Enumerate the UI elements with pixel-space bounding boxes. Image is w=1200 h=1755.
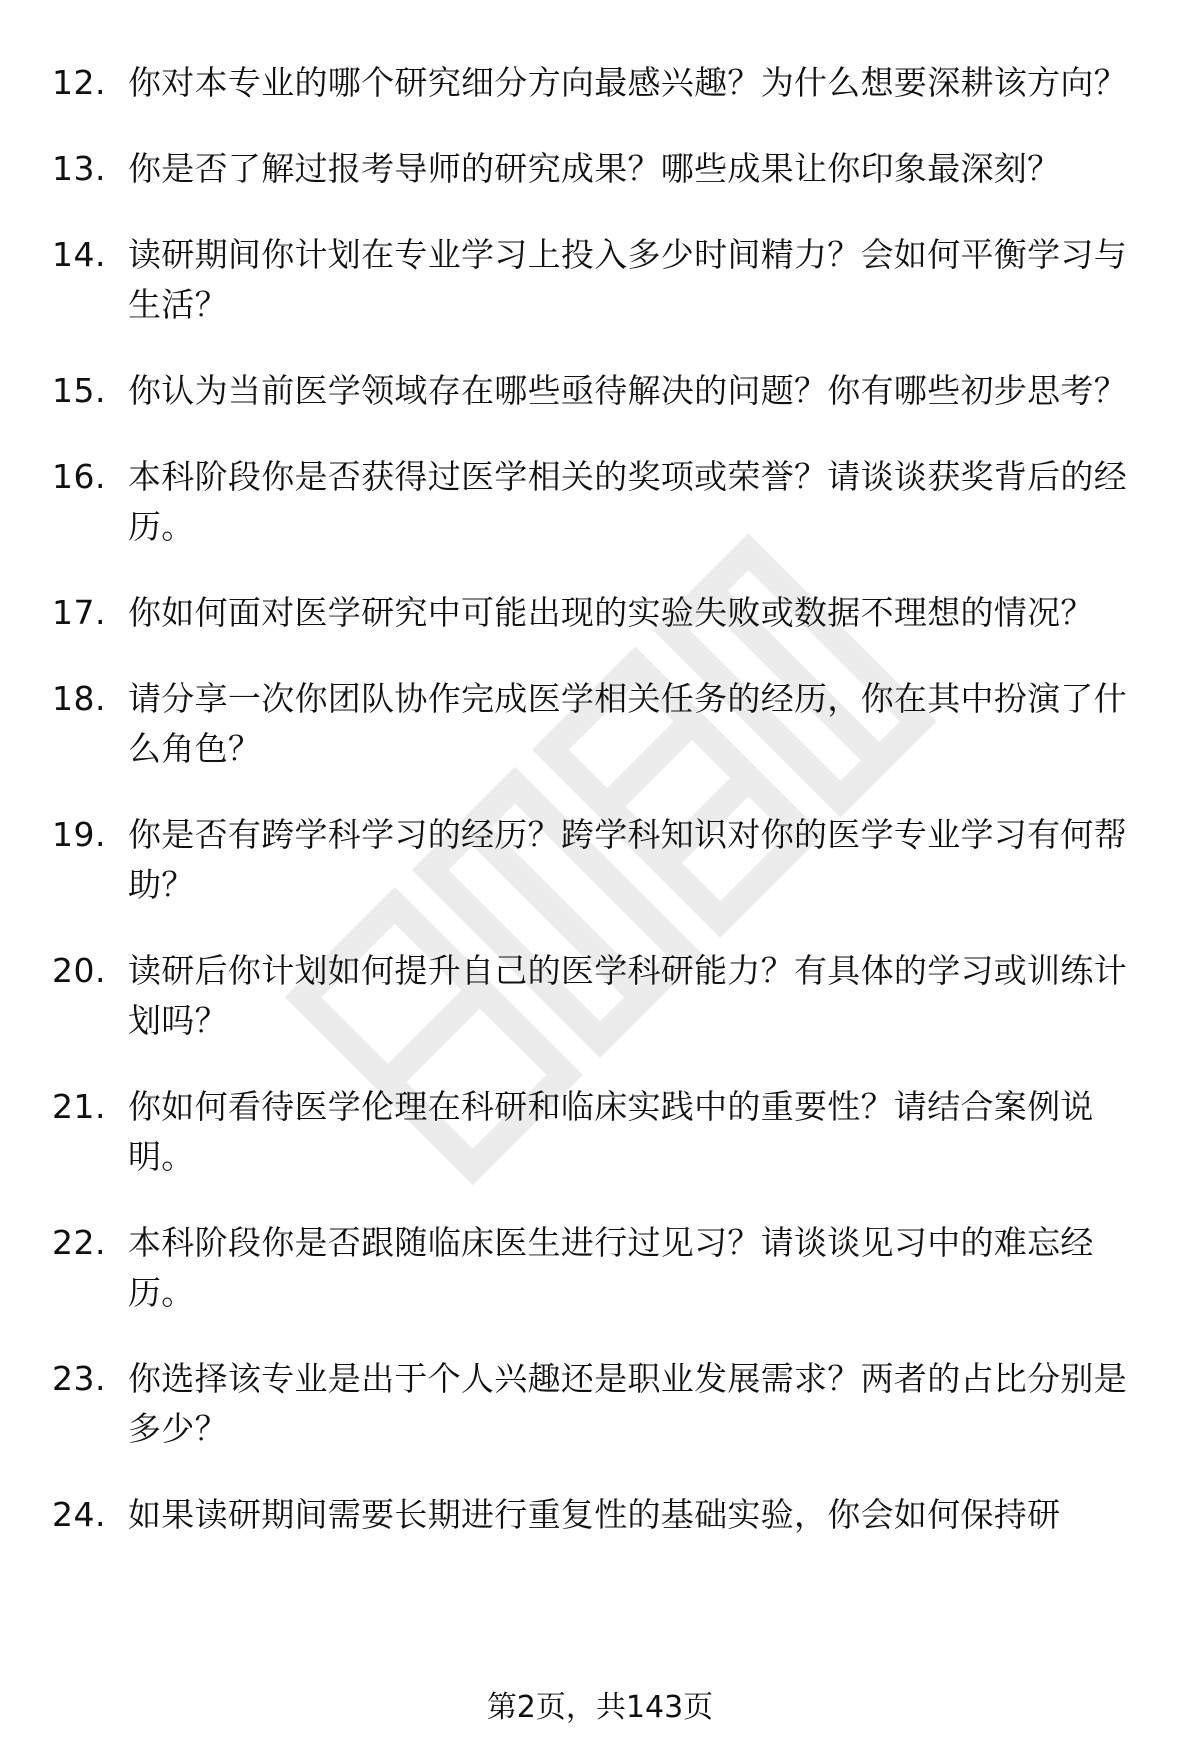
question-text: 本科阶段你是否获得过医学相关的奖项或荣誉？请谈谈获奖背后的经历。 (128, 457, 1127, 546)
question-number: 14. (52, 235, 106, 274)
question-number: 22. (52, 1223, 106, 1262)
question-number: 24. (52, 1495, 106, 1534)
question-number: 21. (52, 1087, 106, 1126)
question-item (52, 230, 1152, 330)
question-number: 16. (52, 457, 106, 496)
question-text: 如果读研期间需要长期进行重复性的基础实验，你会如何保持研 (128, 1495, 1061, 1534)
question-text: 你如何面对医学研究中可能出现的实验失败或数据不理想的情况？ (128, 593, 1094, 632)
question-text: 你选择该专业是出于个人兴趣还是职业发展需求？两者的占比分别是多少？ (128, 1359, 1127, 1448)
question-item (52, 810, 1152, 910)
question-list (52, 58, 1152, 1576)
question-text: 你是否了解过报考导师的研究成果？哪些成果让你印象最深刻？ (128, 149, 1061, 188)
question-number: 23. (52, 1359, 106, 1398)
question-item (52, 452, 1152, 552)
question-item (52, 588, 1152, 638)
question-text: 你对本专业的哪个研究细分方向最感兴趣？为什么想要深耕该方向？ (128, 63, 1127, 102)
question-text: 本科阶段你是否跟随临床医生进行过见习？请谈谈见习中的难忘经历。 (128, 1223, 1094, 1312)
question-text: 你是否有跨学科学习的经历？跨学科知识对你的医学专业学习有何帮助？ (128, 815, 1127, 904)
page-number-footer: 第2页，共143页 (486, 1690, 714, 1725)
question-item (52, 1354, 1152, 1454)
question-number: 17. (52, 593, 106, 632)
question-item (52, 366, 1152, 416)
question-number: 18. (52, 679, 106, 718)
question-text: 请分享一次你团队协作完成医学相关任务的经历，你在其中扮演了什么角色？ (128, 679, 1127, 768)
question-number: 20. (52, 951, 106, 990)
question-text: 你如何看待医学伦理在科研和临床实践中的重要性？请结合案例说明。 (128, 1087, 1094, 1176)
question-text: 读研后你计划如何提升自己的医学科研能力？有具体的学习或训练计划吗？ (128, 951, 1127, 1040)
question-item (52, 1082, 1152, 1182)
question-number: 15. (52, 371, 106, 410)
question-item (52, 1218, 1152, 1318)
question-number: 13. (52, 149, 106, 188)
question-text: 你认为当前医学领域存在哪些亟待解决的问题？你有哪些初步思考？ (128, 371, 1127, 410)
question-item (52, 58, 1152, 108)
question-item (52, 1490, 1152, 1540)
question-number: 19. (52, 815, 106, 854)
question-number: 12. (52, 63, 106, 102)
question-item (52, 674, 1152, 774)
question-text: 读研期间你计划在专业学习上投入多少时间精力？会如何平衡学习与生活？ (128, 235, 1127, 324)
question-item (52, 144, 1152, 194)
question-item (52, 946, 1152, 1046)
